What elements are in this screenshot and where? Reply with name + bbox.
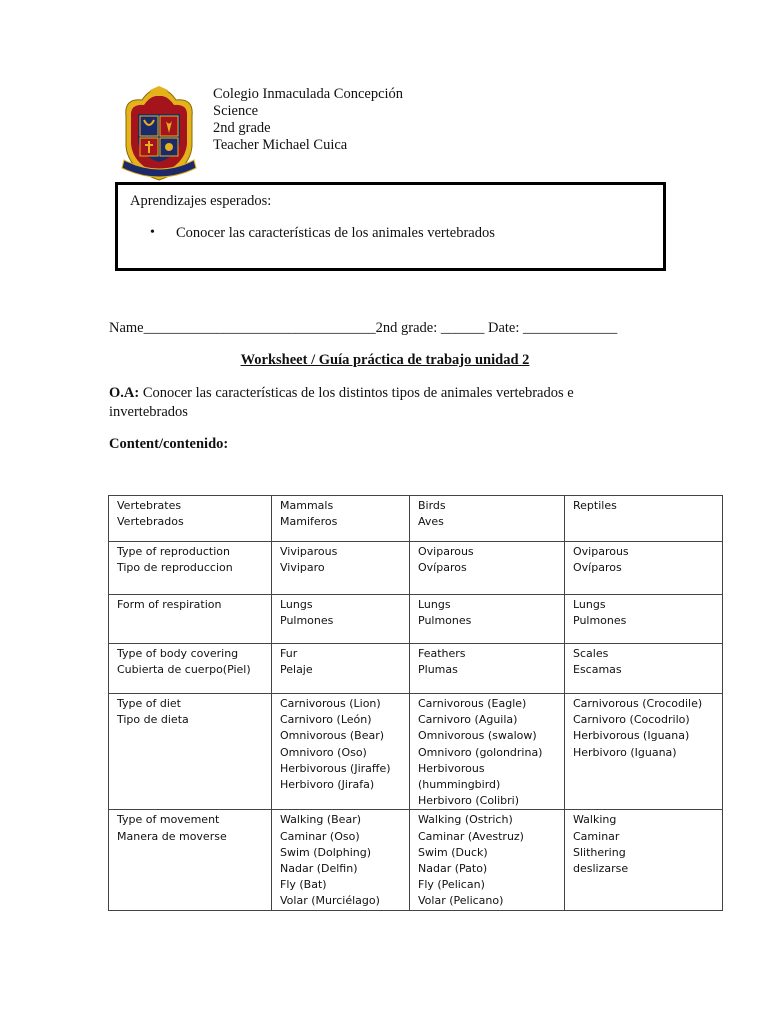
cell-line: Scales xyxy=(573,647,609,660)
table-cell xyxy=(109,810,272,910)
cell-line: Fly (Pelican) xyxy=(418,878,485,892)
table-cell xyxy=(410,496,565,542)
table-row xyxy=(109,542,723,595)
table-cell xyxy=(109,644,272,694)
cell-line: Viviparous xyxy=(280,545,338,558)
vertebrates-table xyxy=(108,495,723,911)
cell-line: Herbivoro (Colibri) xyxy=(418,794,520,808)
subject: Science xyxy=(213,103,259,119)
cell-line: Omnivorous (swalow) xyxy=(418,729,537,743)
table-cell xyxy=(565,810,723,910)
cell-line: Volar (Pelicano) xyxy=(418,894,504,908)
cell-line: Manera de moverse xyxy=(117,829,227,843)
cell-line: Carnivoro (León) xyxy=(280,713,372,727)
cell-line: Pulmones xyxy=(280,614,334,628)
expected-learning-title: Aprendizajes esperados: xyxy=(130,193,272,209)
table-cell xyxy=(272,694,410,810)
name-grade-date-line: Name________________________________2nd grade: ______ Date: _____________ xyxy=(109,320,618,336)
cell-line: Herbivorous (Iguana) xyxy=(573,729,690,743)
cell-line: Carnivorous (Lion) xyxy=(280,697,381,710)
school-header xyxy=(213,86,403,154)
cell-line: Birds xyxy=(418,499,446,512)
table-cell xyxy=(565,542,723,595)
cell-line: Feathers xyxy=(418,647,466,660)
cell-line: Swim (Dolphing) xyxy=(280,845,372,859)
cell-line: Oviparous xyxy=(573,545,629,558)
cell-line: Slithering xyxy=(573,845,626,859)
cell-line: Plumas xyxy=(418,663,458,677)
cell-line: Omnivorous (Bear) xyxy=(280,729,385,743)
table-cell xyxy=(272,595,410,644)
cell-line: Mammals xyxy=(280,499,334,512)
cell-line: Herbivoro (Jirafa) xyxy=(280,778,375,792)
table-cell xyxy=(109,694,272,810)
table-cell xyxy=(272,810,410,910)
cell-line: Walking (Bear) xyxy=(280,813,362,827)
cell-line: Mamiferos xyxy=(280,515,338,529)
learning-objective xyxy=(109,384,649,422)
cell-line: Walking (Ostrich) xyxy=(418,813,513,827)
cell-line: Type of body covering xyxy=(117,647,239,660)
cell-line: Vertebrados xyxy=(117,515,184,529)
table-cell xyxy=(109,496,272,542)
cell-line: Viviparo xyxy=(280,561,325,575)
cell-line: Fly (Bat) xyxy=(280,878,327,892)
cell-line: Carnivorous (Crocodile) xyxy=(573,697,703,710)
expected-learning-box xyxy=(115,182,666,271)
cell-line: Herbivorous xyxy=(418,761,485,775)
cell-line: Type of movement xyxy=(117,813,220,827)
table-cell xyxy=(109,542,272,595)
cell-line: Volar (Murciélago) xyxy=(280,894,380,908)
cell-line: Reptiles xyxy=(573,499,617,512)
cell-line: Herbivoro (Iguana) xyxy=(573,745,677,759)
teacher: Teacher Michael Cuica xyxy=(213,137,348,153)
table-cell xyxy=(272,542,410,595)
table-row xyxy=(109,694,723,810)
cell-line: Type of diet xyxy=(117,697,181,710)
table-cell xyxy=(565,595,723,644)
cell-line: Ovíparos xyxy=(418,561,467,575)
cell-line: Ovíparos xyxy=(573,561,622,575)
cell-line: Caminar (Oso) xyxy=(280,829,360,843)
bullet-icon: • xyxy=(150,225,155,240)
school-name: Colegio Inmaculada Concepción xyxy=(213,86,404,102)
cell-line: Carnivoro (Aguila) xyxy=(418,713,518,727)
cell-line: Vertebrates xyxy=(117,499,182,512)
cell-line: Omnivoro (Oso) xyxy=(280,745,367,759)
table-cell xyxy=(272,496,410,542)
cell-line: Omnivoro (golondrina) xyxy=(418,745,543,759)
expected-learning-item: Conocer las características de los animales vertebrados xyxy=(176,225,495,241)
cell-line: Escamas xyxy=(573,663,622,677)
cell-line: Carnivorous (Eagle) xyxy=(418,697,527,710)
table-cell xyxy=(565,694,723,810)
table-row xyxy=(109,810,723,910)
table-row xyxy=(109,644,723,694)
table-cell xyxy=(272,644,410,694)
cell-line: Lungs xyxy=(573,598,606,611)
cell-line: (hummingbird) xyxy=(418,778,501,792)
cell-line: Cubierta de cuerpo(Piel) xyxy=(117,663,251,677)
table-row xyxy=(109,496,723,542)
cell-line: Tipo de dieta xyxy=(117,713,189,727)
cell-line: Lungs xyxy=(280,598,313,611)
cell-line: deslizarse xyxy=(573,862,629,876)
table-row xyxy=(109,595,723,644)
cell-line: Caminar (Avestruz) xyxy=(418,829,524,843)
table-cell xyxy=(109,595,272,644)
cell-line: Oviparous xyxy=(418,545,474,558)
cell-line: Tipo de reproduccion xyxy=(117,561,233,575)
cell-line: Fur xyxy=(280,647,298,660)
cell-line: Form of respiration xyxy=(117,598,222,611)
table-cell xyxy=(565,644,723,694)
objective-label: O.A: xyxy=(109,385,140,401)
worksheet-title: Worksheet / Guía práctica de trabajo unidad 2 xyxy=(240,352,530,368)
table-cell xyxy=(565,496,723,542)
cell-line: Pulmones xyxy=(418,614,472,628)
cell-line: Lungs xyxy=(418,598,451,611)
table-cell xyxy=(410,644,565,694)
cell-line: Pelaje xyxy=(280,663,313,677)
cell-line: Swim (Duck) xyxy=(418,845,488,859)
objective-text: Conocer las características de los distintos tipos de animales vertebrados e invertebrados xyxy=(109,385,574,420)
cell-line: Caminar xyxy=(573,829,620,843)
cell-line: Carnivoro (Cocodrilo) xyxy=(573,713,690,727)
school-crest-logo xyxy=(116,86,202,182)
table-cell xyxy=(410,595,565,644)
cell-line: Walking xyxy=(573,813,617,827)
content-heading: Content/contenido: xyxy=(109,436,229,452)
cell-line: Aves xyxy=(418,515,444,529)
cell-line: Herbivorous (Jiraffe) xyxy=(280,761,391,775)
table-cell xyxy=(410,542,565,595)
table-cell xyxy=(410,694,565,810)
cell-line: Type of reproduction xyxy=(117,545,230,558)
grade: 2nd grade xyxy=(213,120,271,136)
cell-line: Pulmones xyxy=(573,614,627,628)
table-cell xyxy=(410,810,565,910)
cell-line: Nadar (Delfin) xyxy=(280,862,358,876)
cell-line: Nadar (Pato) xyxy=(418,862,488,876)
